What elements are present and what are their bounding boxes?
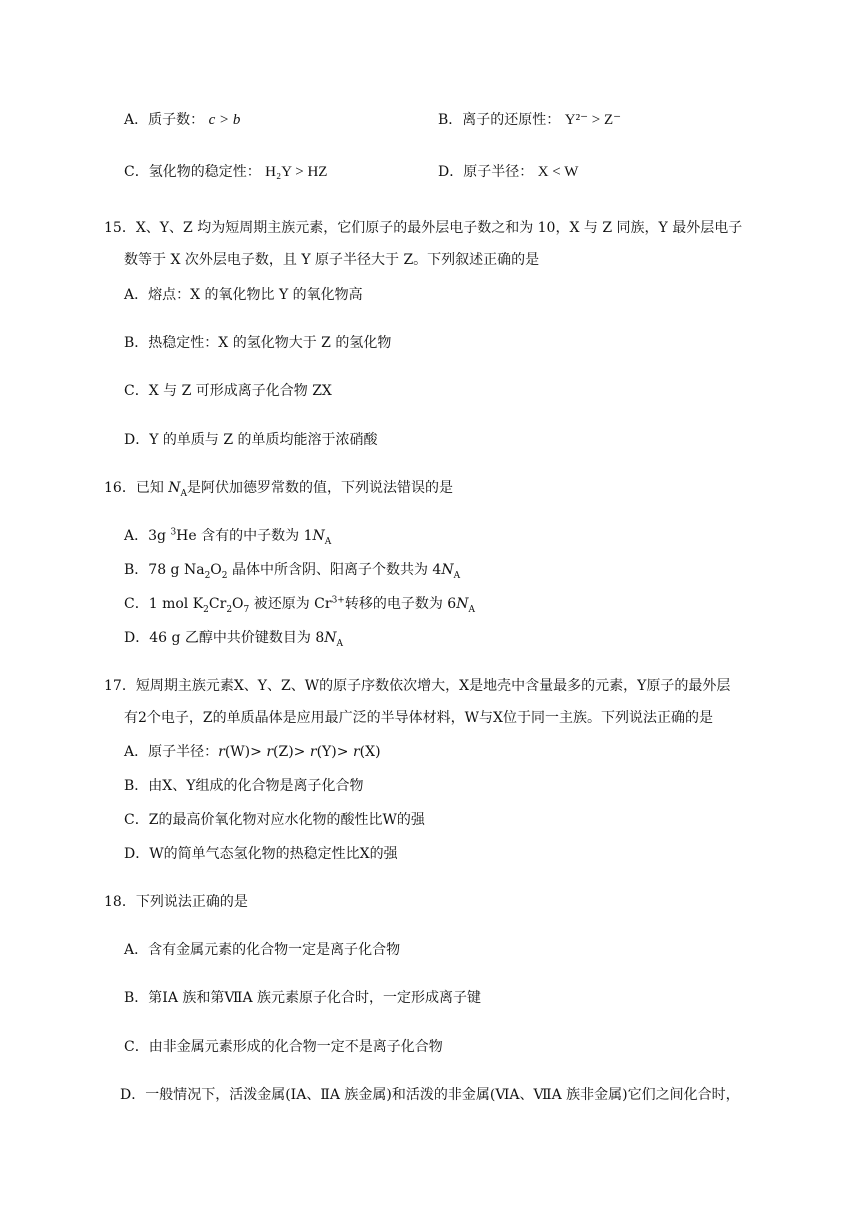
q17-stem-line1: 17．短周期主族元素X、Y、Z、W的原子序数依次增大，X是地壳中含量最多的元素，Y原子的最外层 [104,678,731,694]
q16-a-sup: 3 [170,527,177,538]
q16-b-na: N [441,562,454,578]
q16-d-na: N [324,630,337,646]
q16-option-d [124,628,343,648]
q16-na-symbol: N [168,480,181,496]
q17-stem-line2: 有2个电子，Z的单质晶体是应用最广泛的半导体材料，W与X位于同一主族。下列说法正确的是 [124,710,713,726]
q15-option-b: B．热稳定性：X 的氢化物大于 Z 的氢化物 [124,335,392,351]
q16-a-pre: A．3g [124,528,171,544]
q16-stem-post: 是阿伏加德罗常数的值，下列说法错误的是 [187,480,454,496]
q16-c-pre: C．1 mol K [124,596,204,612]
q16-option-c [124,594,475,614]
q16-c-sub1: 2 [203,604,209,615]
q17-option-c: C．Z的最高价氧化物对应水化物的酸性比W的强 [124,812,425,828]
q16-b-sub1: 2 [204,570,211,581]
q16-c-mid1: Cr [208,596,227,612]
q18-stem: 18．下列说法正确的是 [104,894,248,910]
q16-b-na-sub: A [453,570,461,581]
q14-option-b [438,110,621,130]
q16-a-mid: He 含有的中子数为 1 [176,528,313,544]
q15-stem-line2: 数等于 X 次外层电子数，且 Y 原子半径大于 Z。下列叙述正确的是 [124,252,540,268]
q17-option-a [124,742,381,762]
q16-c-mid2: O [232,596,244,612]
q16-stem-pre: 16．已知 [104,480,169,496]
q14-option-b-expr: Y²⁻ > Z⁻ [564,112,622,128]
q15-option-a: A．熔点：X 的氧化物比 Y 的氧化物高 [124,287,363,303]
q17-option-b: B．由X、Y组成的化合物是离子化合物 [124,778,364,794]
q16-d-na-sub: A [336,638,344,649]
q14-option-d-expr: X < W [537,164,579,180]
q15-stem-line1: 15．X、Y、Z 均为短周期主族元素，它们原子的最外层电子数之和为 10，X 与 Z 同族，Y 最外层电子 [104,220,743,236]
q16-na-sub: A [180,488,188,499]
q15-option-d: D．Y 的单质与 Z 的单质均能溶于浓硝酸 [124,432,378,448]
q16-a-na: N [312,528,325,544]
q16-b-pre: B．78 g Na [124,562,205,578]
q16-c-post: 转移的电子数为 6 [344,596,457,612]
q18-option-a: A．含有金属元素的化合物一定是离子化合物 [124,942,401,958]
q16-c-sub2: 2 [226,604,233,615]
q16-d-pre: D．46 g 乙醇中共价键数目为 8 [124,630,325,646]
q18-option-c: C．由非金属元素形成的化合物一定不是离子化合物 [124,1039,443,1055]
q16-stem [104,478,453,498]
q15-option-c: C．X 与 Z 可形成离子化合物 ZX [124,383,332,399]
q16-c-sub3: 7 [243,604,250,615]
q14-option-d [438,162,578,182]
q14-option-a [124,110,240,130]
q17-a-label: A．原子半径： [124,744,219,760]
q16-option-a [124,526,331,546]
q14-option-a-label: A．质子数： [124,112,205,128]
q16-b-sub2: 2 [221,570,228,581]
q16-c-sup: 3+ [331,595,345,606]
q18-option-b: B．第ⅠA 族和第ⅦA 族元素原子化合时，一定形成离子键 [124,990,482,1006]
q16-b-post: 晶体中所含阴、阳离子个数共为 4 [227,562,442,578]
q14-option-b-label: B．离子的还原性： [438,112,561,128]
q16-c-mid3: 被还原为 Cr [249,596,332,612]
q16-a-na-sub: A [324,536,332,547]
q14-option-c-label: C．氢化物的稳定性： [124,164,261,180]
q14-option-c-expr: H₂Y > HZ [265,164,328,180]
q16-c-na: N [456,596,469,612]
q16-option-b [124,560,460,580]
q18-option-d: D．一般情况下，活泼金属(IA、ⅡA 族金属)和活泼的非金属(ⅥA、ⅦA 族非金属)它们之间化合时， [120,1087,740,1103]
q14-option-c [124,162,327,182]
q16-c-na-sub: A [468,604,475,615]
q17-option-d: D．W的简单气态氢化物的热稳定性比X的强 [124,846,398,862]
q14-option-d-label: D．原子半径： [438,164,534,180]
q16-b-mid: O [210,562,222,578]
q17-a-expr: r(W)> r(Z)> r(Y)> r(X) [218,744,381,760]
q14-option-a-expr: c > b [208,112,241,128]
